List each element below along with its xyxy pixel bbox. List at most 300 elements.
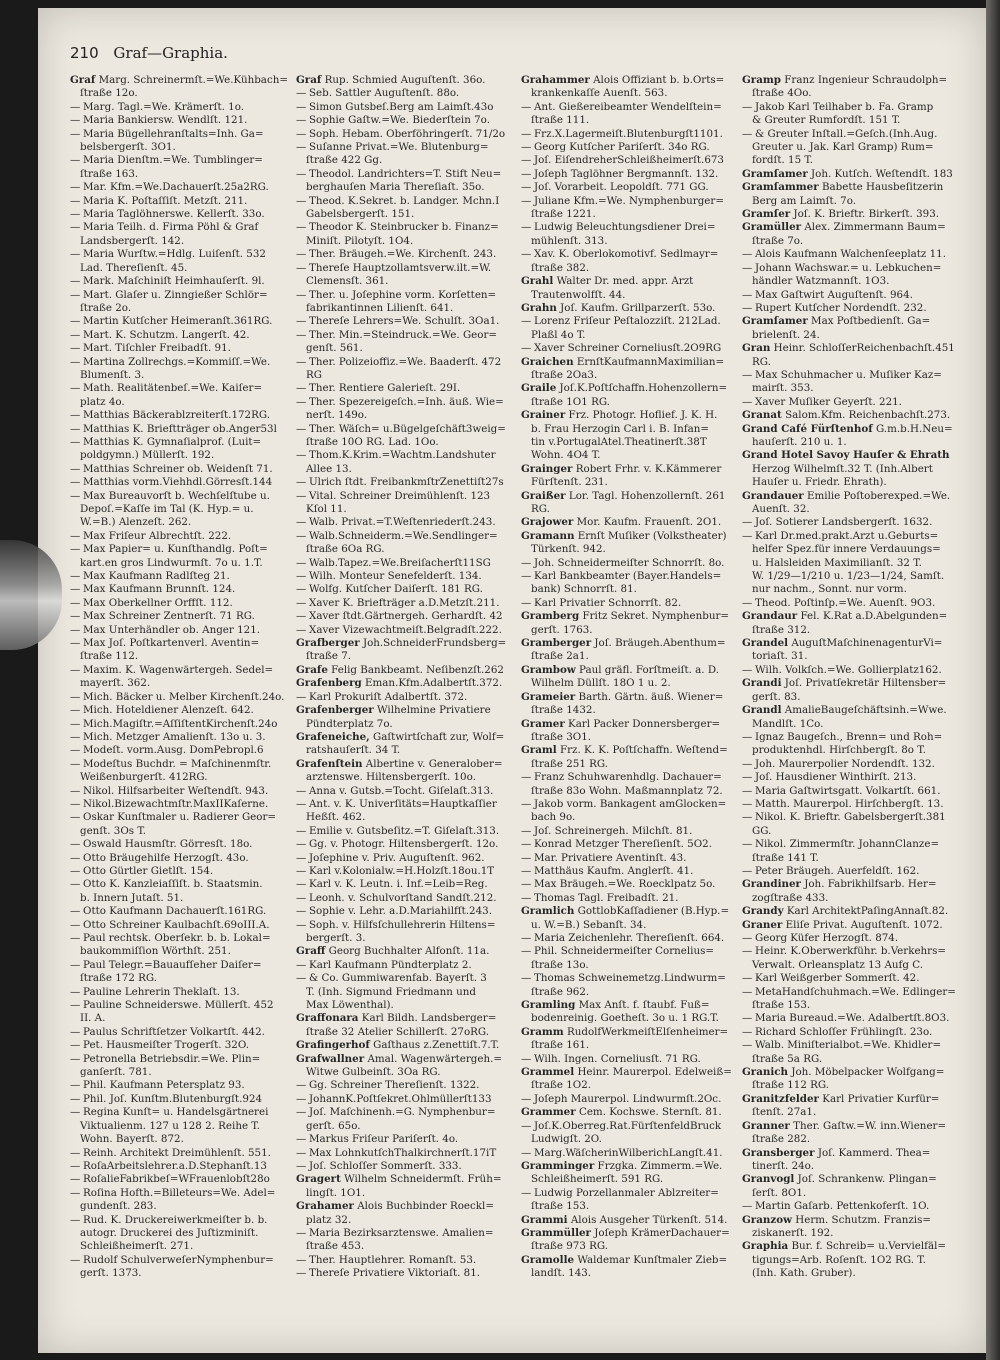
directory-entry	[70, 610, 292, 623]
directory-entry	[742, 168, 964, 181]
entry-text: Petronella Betriebsdir.=We. Plin=	[83, 1052, 261, 1065]
ditto-dash: —	[70, 918, 81, 931]
directory-entry	[742, 838, 964, 851]
directory-entry	[742, 610, 964, 623]
ditto-dash: —	[70, 663, 81, 676]
directory-entry	[296, 235, 518, 248]
entry-text: Felig Bankbeamt. Neſibenzſt.262	[331, 663, 504, 676]
entry-text: Mich. Bäcker u. Melber Kirchenſt.24o.	[83, 690, 285, 703]
ditto-dash: —	[521, 891, 532, 904]
ditto-dash: —	[296, 838, 307, 851]
entry-text: Joſephine v. Priv. Auguſtenſt. 962.	[309, 851, 485, 864]
ditto-dash: —	[521, 972, 532, 985]
entry-text: gerſt. 65o.	[306, 1119, 361, 1132]
entry-text: Alex. Zimmermann Baum=	[804, 221, 946, 234]
ditto-dash: —	[296, 1226, 307, 1239]
entry-text: ſtraße 172 RG.	[80, 972, 158, 985]
directory-entry	[742, 382, 964, 395]
surname-heading: Grafenberger	[296, 704, 374, 717]
ditto-dash: —	[521, 1092, 532, 1105]
surname-heading: Grandauer	[742, 489, 804, 502]
entry-text: Theodol. Landrichters=T. Stift Neu=	[309, 167, 502, 180]
directory-entry	[296, 905, 518, 918]
entry-text: Karl Privatier Kurfür=	[822, 1092, 940, 1105]
ditto-dash: —	[70, 623, 81, 636]
surname-heading: Grahn	[521, 301, 557, 314]
surname-heading: Grahammer	[521, 74, 590, 86]
directory-entry	[296, 436, 518, 449]
directory-entry	[742, 302, 964, 315]
entry-text: ſtraße 2Oa3.	[531, 368, 598, 381]
directory-entry	[296, 275, 518, 288]
entry-text: Ther. Spezereigeſch.=Inh. äuß. Wie=	[309, 395, 504, 408]
entry-text: Xaver Schreiner Corneliusſt.2O9RG	[534, 342, 722, 355]
directory-entry	[742, 235, 964, 248]
entry-text: Walb.Tapez.=We.Breiſacherſt11SG	[309, 556, 491, 569]
entry-text: Walb.Schneiderm.=We.Sendlinger=	[309, 529, 498, 542]
directory-entry	[296, 1267, 518, 1280]
ditto-dash: —	[70, 194, 81, 207]
directory-entry	[70, 235, 292, 248]
directory-entry	[70, 718, 292, 731]
directory-entry	[521, 463, 739, 476]
entry-text: Joſeph Maurerpol. Lindwurmſt.2Oc.	[534, 1092, 722, 1105]
running-title: Graf—Graphia.	[113, 44, 228, 62]
ditto-dash: —	[521, 864, 532, 877]
ditto-dash: —	[742, 127, 753, 140]
surname-heading: Grand Hotel Savoy Hauſer & Ehrath	[742, 449, 950, 462]
entry-text: Max Schreiner Zentnerſt. 71 RG.	[83, 610, 255, 623]
surname-heading: Graißer	[521, 489, 566, 502]
directory-entry	[70, 878, 292, 891]
entry-text: Thomas Tagl. Freibadſt. 21.	[534, 891, 679, 904]
directory-entry	[296, 396, 518, 409]
entry-text: ſerſt. 8O1.	[752, 1186, 807, 1199]
directory-entry	[521, 543, 739, 556]
ditto-dash: —	[70, 690, 81, 703]
directory-entry	[70, 114, 292, 127]
entry-text: Heinr. SchloſſerReichenbachſt.451	[773, 342, 955, 355]
entry-text: RoſalieFabrikbeſ=WFrauenlobſt28o	[83, 1173, 270, 1186]
directory-entry	[742, 1039, 964, 1052]
directory-entry	[521, 516, 739, 529]
surname-heading: Gramp	[742, 74, 781, 86]
entry-text: Regina Kunſt= u. Handelsgärtnerei	[83, 1106, 269, 1119]
directory-entry	[296, 1133, 518, 1146]
entry-text: ſtraße 7.	[306, 650, 352, 663]
entry-text: Herzog Wilhelmſt.32 T. (Inh.Albert	[752, 462, 933, 475]
surname-heading: Gragert	[296, 1173, 341, 1186]
surname-heading: Graff	[296, 945, 326, 958]
entry-text: Joh. Fabrikhilfsarb. Her=	[804, 878, 937, 891]
surname-heading: Grammer	[521, 1106, 576, 1119]
entry-text: ſtraße 1221.	[531, 208, 596, 221]
directory-entry	[521, 356, 739, 369]
page-number: 210	[70, 44, 99, 62]
surname-heading: Gramann	[521, 529, 575, 542]
entry-text: Ther. Gaſtw.=W. inn.Wiener=	[793, 1119, 947, 1132]
surname-heading: Grammüller	[521, 1226, 591, 1239]
directory-entry	[296, 1254, 518, 1267]
ditto-dash: —	[296, 516, 307, 529]
directory-entry	[742, 704, 964, 717]
entry-text: Weißenburgerſt. 412RG.	[80, 771, 208, 784]
entry-text: Maria Gaſtwirtsgatt. Volkartſt. 661.	[755, 784, 941, 797]
entry-text: Joſ. EiſendreherSchleißheimerſt.673	[534, 154, 724, 167]
entry-text: Theod. Poſtinſp.=We. Auenſt. 9O3.	[755, 596, 936, 609]
directory-entry	[296, 530, 518, 543]
directory-entry	[296, 1026, 518, 1039]
directory-entry	[70, 664, 292, 677]
directory-entry	[521, 852, 739, 865]
directory-entry	[70, 570, 292, 583]
entry-text: Frzgka. Zimmerm.=We.	[597, 1159, 723, 1172]
ditto-dash: —	[296, 529, 307, 542]
entry-text: T. (Inh. Sigmund Friedmann und	[306, 985, 476, 998]
entry-text: platz 4o.	[80, 395, 125, 408]
directory-entry	[70, 128, 292, 141]
directory-entry	[70, 1227, 292, 1240]
ditto-dash: —	[521, 797, 532, 810]
ditto-dash: —	[742, 301, 753, 314]
ditto-dash: —	[296, 1159, 307, 1172]
entry-text: Maria Bankiersw. Wendlſt. 121.	[83, 114, 248, 127]
directory-entry	[70, 476, 292, 489]
entry-text: poldgymn.) Müllerſt. 192.	[80, 449, 215, 462]
directory-entry	[521, 959, 739, 972]
directory-entry	[742, 1254, 964, 1267]
entry-text: ſtraße 153.	[531, 1200, 590, 1213]
entry-text: Max Bräugeh.=We. Roecklpatz 5o.	[534, 878, 716, 891]
surname-heading: Gramberger	[521, 637, 592, 650]
entry-text: Vital. Schreiner Dreimühlenſt. 123	[309, 489, 491, 502]
entry-text: Phil. Schneidermeiſter Cornelius=	[534, 945, 715, 958]
entry-text: Roſina Hofth.=Billeteurs=We. Adel=	[83, 1186, 276, 1199]
entry-text: Maria Bezirksarztenswe. Amalien=	[309, 1226, 494, 1239]
entry-text: ſtraße 10O RG. Lad. 1Oo.	[306, 435, 439, 448]
entry-text: Trautenwolfſt. 44.	[531, 288, 626, 301]
directory-entry	[742, 959, 964, 972]
directory-entry	[70, 744, 292, 757]
directory-entry	[70, 758, 292, 771]
ditto-dash: —	[742, 395, 753, 408]
directory-entry	[296, 557, 518, 570]
surname-heading: Gramolle	[521, 1253, 575, 1266]
ditto-dash: —	[296, 382, 307, 395]
directory-entry	[742, 744, 964, 757]
directory-entry	[521, 1160, 739, 1173]
directory-entry	[70, 396, 292, 409]
directory-entry	[521, 315, 739, 328]
directory-entry	[70, 959, 292, 972]
directory-entry	[742, 878, 964, 891]
entry-text: Hauſer u. Friedr. Ehrath).	[752, 476, 887, 489]
directory-entry	[742, 986, 964, 999]
entry-text: Wolfg. Kutſcher Daiſerſt. 181 RG.	[309, 583, 483, 596]
entry-text: Thom.K.Krim.=Wachtm.Landshuter	[309, 449, 496, 462]
ditto-dash: —	[70, 1092, 81, 1105]
directory-entry	[296, 1079, 518, 1092]
entry-text: Oswald Hausmſtr. Görresſt. 18o.	[83, 838, 253, 851]
ditto-dash: —	[296, 1253, 307, 1266]
directory-entry	[70, 771, 292, 784]
entry-text: Thereſe Hauptzollamtsverw.ilt.=W.	[309, 261, 492, 274]
ditto-dash: —	[742, 100, 753, 113]
entry-text: Nikol.Bizewachtmſtr.MaxIIKaſerne.	[83, 797, 269, 810]
surname-heading: Grandel	[742, 637, 789, 650]
entry-text: ſtraße 422 Gg.	[306, 154, 383, 167]
surname-heading: Gramüller	[742, 221, 802, 234]
entry-text: Depoſ.=Kaſſe im Tal (K. Hyp.= u.	[80, 503, 254, 515]
directory-entry	[742, 905, 964, 918]
entry-text: RG	[306, 368, 322, 381]
directory-entry	[296, 878, 518, 891]
entry-text: bodenreinig. Goetheſt. 3o u. 1 RG.T.	[531, 1012, 719, 1025]
directory-entry	[742, 597, 964, 610]
directory-entry	[296, 1093, 518, 1106]
ditto-dash: —	[296, 918, 307, 931]
entry-text: Thereſe Lehrers=We. Schulſt. 3Oa1.	[309, 315, 500, 328]
entry-text: ſtraße 4Oo.	[752, 87, 812, 100]
ditto-dash: —	[296, 623, 307, 636]
surname-heading: Grainger	[521, 462, 573, 475]
entry-text: Joh. Kutſch. Weſtendſt. 183	[811, 167, 953, 180]
directory-entry	[742, 892, 964, 905]
directory-entry	[296, 1187, 518, 1200]
directory-entry	[296, 382, 518, 395]
ditto-dash: —	[296, 1146, 307, 1159]
directory-entry	[742, 583, 964, 596]
entry-text: Gaſthaus z.Zenettiſt.7.T.	[373, 1039, 500, 1052]
entry-text: gerſt. 1763.	[531, 623, 593, 636]
directory-entry	[296, 87, 518, 100]
directory-entry	[521, 1200, 739, 1213]
directory-entry	[70, 530, 292, 543]
ditto-dash: —	[521, 221, 532, 234]
directory-entry	[296, 1039, 518, 1052]
entry-text: Wilhelm Düllſt. 18O 1 u. 2.	[531, 677, 671, 690]
directory-entry	[521, 1214, 739, 1227]
entry-text: Heinr. Maurerpol. Edelweiß=	[577, 1066, 732, 1079]
ditto-dash: —	[296, 328, 307, 341]
entry-text: Herm. Schutzm. Franzis=	[795, 1213, 931, 1226]
directory-entry	[742, 208, 964, 221]
ditto-dash: —	[70, 905, 81, 918]
ditto-dash: —	[70, 462, 81, 475]
directory-entry	[70, 1026, 292, 1039]
entry-text: Franz Ingenieur Schraudolph=	[784, 74, 948, 86]
directory-entry	[296, 1066, 518, 1079]
ditto-dash: —	[742, 1200, 753, 1213]
directory-entry	[70, 409, 292, 422]
entry-text: Frz. K. K. Poſtſchaffn. Weſtend=	[559, 744, 728, 757]
directory-entry	[521, 1053, 739, 1066]
directory-entry	[70, 195, 292, 208]
directory-entry	[521, 945, 739, 958]
ditto-dash: —	[742, 932, 753, 944]
ditto-dash: —	[70, 932, 81, 944]
entry-text: Anna v. Gutsb.=Tocht. Giſelaſt.313.	[309, 784, 494, 797]
entry-text: Joh. Möbelpacker Wolfgang=	[791, 1066, 945, 1079]
directory-entry	[521, 1026, 739, 1039]
directory-entry	[70, 597, 292, 610]
entry-text: Joſ. Maſchinenh.=G. Nymphenbur=	[309, 1106, 496, 1119]
directory-entry	[742, 1026, 964, 1039]
entry-text: ratshauſerſt. 34 T.	[306, 744, 401, 757]
directory-entry	[296, 423, 518, 436]
directory-entry	[521, 1039, 739, 1052]
directory-entry	[521, 1267, 739, 1280]
directory-entry	[70, 1120, 292, 1133]
directory-entry	[70, 583, 292, 596]
directory-entry	[521, 530, 739, 543]
entry-text: Max Poſtbedienſt. Ga=	[811, 315, 931, 328]
entry-text: krankenkaſſe Auenſt. 563.	[531, 87, 668, 100]
directory-entry	[742, 1066, 964, 1079]
directory-entry	[742, 101, 964, 114]
directory-entry	[521, 141, 739, 154]
ditto-dash: —	[521, 194, 532, 207]
ditto-dash: —	[521, 100, 532, 113]
directory-entry	[296, 986, 518, 999]
entry-text: Nikol. Zimmermſtr. JohannClanze=	[755, 838, 940, 851]
directory-entry	[521, 798, 739, 811]
entry-text: Matthias K. Gymnaſialprof. (Luit=	[83, 435, 262, 448]
directory-entry	[521, 329, 739, 342]
ditto-dash: —	[296, 972, 307, 985]
entry-text: Martin Gaſarb. Pettenkoferſt. 1O.	[755, 1200, 930, 1213]
entry-text: Xaver ſtdt.Gärtnergeh. Gerhardſt. 42	[309, 610, 503, 623]
ditto-dash: —	[296, 288, 307, 301]
directory-entry	[742, 436, 964, 449]
entry-text: Modeſt. vorm.Ausg. DomPebropl.6	[83, 744, 264, 757]
entry-text: Pauline Lehrerin Theklaſt. 13.	[83, 985, 240, 998]
surname-heading: Granner	[742, 1119, 790, 1132]
entry-text: Robert Frhr. v. K.Kämmerer	[575, 462, 722, 475]
entry-text: Mart. Glaſer u. Zinngießer Schlör=	[83, 288, 268, 301]
surname-heading: Gramſamer	[742, 315, 808, 328]
directory-entry	[296, 1227, 518, 1240]
directory-entry	[70, 275, 292, 288]
ditto-dash: —	[70, 154, 81, 167]
entry-text: Karl Packer Donnersberger=	[568, 717, 721, 730]
directory-entry	[521, 1012, 739, 1025]
entry-text: Matthias Bäckerablzreiterſt.172RG.	[83, 409, 270, 422]
ditto-dash: —	[70, 127, 81, 140]
directory-entry	[70, 1053, 292, 1066]
ditto-dash: —	[70, 489, 81, 502]
directory-entry	[521, 1066, 739, 1079]
directory-entry	[70, 905, 292, 918]
entry-text: Mark. Maſchiniſt Heimhauſerſt. 9l.	[83, 275, 265, 288]
directory-entry	[521, 718, 739, 731]
directory-entry	[521, 436, 739, 449]
entry-text: gundenſt. 283.	[80, 1200, 157, 1213]
directory-entry	[742, 731, 964, 744]
surname-heading: Grand Café Fürſtenhof	[742, 422, 873, 435]
directory-entry	[70, 811, 292, 824]
entry-text: Max Kaufmann Radlſteg 21.	[83, 570, 230, 583]
directory-entry	[70, 1187, 292, 1200]
entry-text: Ther. Wäſch= u.Bügelgeſchäft3weig=	[309, 422, 506, 435]
ditto-dash: —	[296, 851, 307, 864]
entry-text: Joſ. Schloſſer Sommerſt. 333.	[309, 1159, 462, 1172]
entry-text: Martina Zollrechgs.=Kommiſſ.=We.	[83, 355, 271, 368]
directory-entry	[521, 382, 739, 395]
directory-entry	[521, 878, 739, 891]
directory-entry	[742, 1214, 964, 1227]
directory-entry	[70, 999, 292, 1012]
ditto-dash: —	[521, 248, 532, 261]
ditto-dash: —	[70, 583, 81, 596]
entry-text: ErnſtKaufmannMaximilian=	[576, 355, 725, 368]
entry-text: ſtraße 5a RG.	[752, 1052, 823, 1065]
ditto-dash: —	[296, 221, 307, 234]
directory-entry	[70, 932, 292, 945]
entry-text: Maria Wurſtw.=Hdlg. Luiſenſt. 532	[83, 248, 266, 261]
entry-text: Joſ.K.Oberreg.Rat.FürſtenfeldBruck	[534, 1119, 722, 1132]
entry-text: Viktualienm. 127 u 128 2. Reihe T.	[80, 1119, 260, 1132]
directory-entry	[521, 637, 739, 650]
directory-entry	[742, 852, 964, 865]
directory-entry	[742, 396, 964, 409]
ditto-dash: —	[70, 610, 81, 623]
surname-heading: Graichen	[521, 355, 574, 368]
entry-text: Maria Teilh. d. Firma Pöhl & Graf	[83, 221, 259, 234]
entry-text: tigungs=Arb. Roſenſt. 1O2 RG. T.	[752, 1253, 926, 1266]
entry-text: Waldemar Kunſtmaler Zieb=	[577, 1253, 728, 1266]
entry-text: Frz. Photogr. Hoflief. J. K. H.	[568, 409, 718, 422]
directory-entry	[296, 409, 518, 422]
entry-text: b. Frau Herzogin Carl i. B. Infan=	[531, 422, 710, 435]
directory-entry	[521, 503, 739, 516]
entry-text: Phil. Kaufmann Petersplatz 93.	[83, 1079, 245, 1092]
ditto-dash: —	[296, 596, 307, 609]
directory-entry	[70, 248, 292, 261]
directory-column-3	[521, 74, 739, 1281]
entry-text: ſtraße 7o.	[752, 234, 804, 247]
directory-entry	[742, 691, 964, 704]
entry-text: Georg Kutſcher Pariſerſt. 34o RG.	[534, 141, 710, 154]
directory-entry	[296, 128, 518, 141]
directory-entry	[742, 449, 964, 462]
entry-text: ſtraße 163.	[80, 167, 139, 180]
directory-entry	[70, 315, 292, 328]
directory-entry	[521, 892, 739, 905]
ditto-dash: —	[296, 878, 307, 891]
ditto-dash: —	[742, 985, 753, 998]
directory-entry	[742, 141, 964, 154]
ditto-dash: —	[70, 999, 81, 1012]
ditto-dash: —	[296, 449, 307, 462]
directory-entry	[296, 932, 518, 945]
entry-text: tin v.PortugalAtel.Theatinerſt.38T	[531, 435, 707, 448]
entry-text: Maria Dienſtm.=We. Tumblinger=	[83, 154, 263, 167]
entry-text: Nikol. K. Brieftr. Gabelsbergerſt.381	[755, 811, 946, 824]
directory-entry	[296, 221, 518, 234]
entry-text: Markus Friſeur Pariſerſt. 4o.	[309, 1133, 459, 1146]
entry-text: Rudolf SchulverweſerNymphenbur=	[83, 1253, 274, 1266]
ditto-dash: —	[742, 757, 753, 770]
directory-entry	[521, 302, 739, 315]
entry-text: Mich. Hoteldiener Alenzeſt. 642.	[83, 704, 254, 717]
surname-heading: Graner	[742, 918, 783, 931]
entry-text: Ther. Min.=Steindruck.=We. Geor=	[309, 328, 498, 341]
entry-text: Theod. K.Sekret. b. Landger. Mchn.I	[309, 194, 500, 207]
ditto-dash: —	[70, 114, 81, 127]
directory-entry	[70, 986, 292, 999]
page-header	[70, 44, 228, 62]
